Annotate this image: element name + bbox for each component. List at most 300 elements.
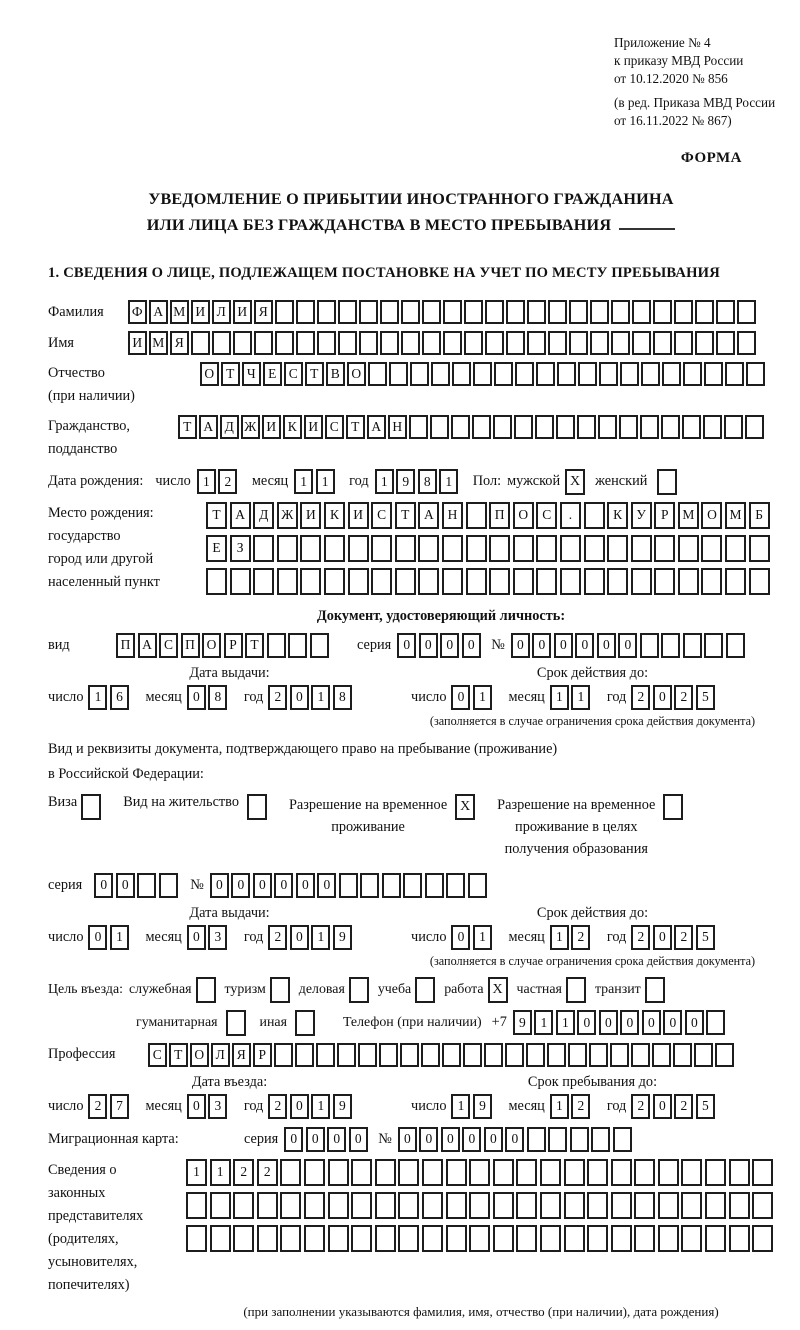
form-cell — [564, 1192, 585, 1219]
form-cell: 2 — [631, 1094, 650, 1119]
validity-note: (заполняется в случае ограничения срока действия документа) — [429, 713, 756, 728]
form-cell — [725, 362, 744, 386]
form-cell: 2 — [631, 685, 650, 710]
form-cell: 0 — [620, 1010, 639, 1035]
form-cell — [560, 568, 581, 595]
form-cell — [257, 1192, 278, 1219]
entry-date-block: Дата въезда: число 2 7 месяц 0 3 год 2 0 1 9 — [48, 1074, 411, 1119]
form-cell — [328, 1225, 349, 1252]
form-cell — [468, 873, 487, 898]
form-cell: Д — [253, 502, 274, 529]
form-cell: 0 — [653, 925, 672, 950]
field-residence-doc-number — [48, 873, 774, 898]
form-cell — [752, 1225, 773, 1252]
res-valid-day-cells — [451, 925, 494, 950]
form-cell: 1 — [311, 925, 330, 950]
field-identity-doc — [48, 633, 774, 658]
form-cell: 0 — [88, 925, 107, 950]
form-cell: Т — [206, 502, 227, 529]
res-valid-year-cells — [631, 925, 717, 950]
form-cell: 2 — [268, 1094, 287, 1119]
form-cell: 0 — [440, 633, 459, 658]
residence-permit-checkbox — [247, 794, 267, 820]
field-migration-card — [48, 1127, 774, 1152]
form-cell — [548, 331, 567, 355]
form-cell — [634, 1192, 655, 1219]
field-citizenship — [48, 415, 774, 461]
res-issue-month-cells — [187, 925, 230, 950]
form-cell: 0 — [290, 925, 309, 950]
field-legal-representatives — [48, 1159, 774, 1298]
form-cell: 2 — [674, 1094, 693, 1119]
form-cell: Т — [221, 362, 240, 386]
form-cell: 1 — [451, 1094, 470, 1119]
form-cell: 0 — [511, 633, 530, 658]
form-cell — [752, 1192, 773, 1219]
form-cell — [746, 362, 765, 386]
form-cell — [527, 331, 546, 355]
form-cell: 8 — [208, 685, 227, 710]
form-cell — [578, 362, 597, 386]
form-cell — [484, 1043, 503, 1067]
form-cell — [725, 568, 746, 595]
form-cell — [316, 1043, 335, 1067]
residence-doc-paragraph: Вид и реквизиты документа, подтверждающего право на пребывание (проживание) в Российской Федерации: — [48, 740, 558, 783]
form-cell — [729, 1192, 750, 1219]
phone-prefix: +7 — [491, 1014, 507, 1030]
form-cell: О — [347, 362, 366, 386]
entry-day-cells — [88, 1094, 131, 1119]
migration-series-label: серия — [244, 1130, 279, 1147]
purpose-business-checkbox — [196, 977, 216, 1003]
form-cell: Д — [220, 415, 239, 439]
legal-reps-row3-cells — [186, 1225, 776, 1258]
field-entry-purpose — [48, 977, 774, 1003]
form-cell: 1 — [550, 685, 569, 710]
validity-note: (заполняется в случае ограничения срока действия документа) — [429, 953, 756, 968]
form-cell — [658, 1225, 679, 1252]
form-cell — [494, 362, 513, 386]
form-cell — [233, 331, 252, 355]
title-blank-underline — [619, 215, 675, 230]
form-cell: 1 — [550, 1094, 569, 1119]
form-cell — [348, 535, 369, 562]
form-cell — [493, 415, 512, 439]
residence-series-cells — [94, 873, 180, 898]
header-line: (в ред. Приказа МВД России — [614, 94, 776, 110]
migration-series-cells — [284, 1127, 370, 1152]
form-cell — [632, 300, 651, 324]
purpose-study-checkbox — [415, 977, 435, 1003]
form-cell — [401, 300, 420, 324]
form-cell — [421, 1043, 440, 1067]
form-cell — [590, 331, 609, 355]
form-cell — [210, 1192, 231, 1219]
form-cell: Я — [170, 331, 189, 355]
doc-number-label: № — [491, 636, 505, 653]
birthplace-row1-cells — [206, 502, 772, 535]
form-cell — [464, 331, 483, 355]
form-cell — [527, 1127, 546, 1152]
legal-reps-note: (при заполнении указываются фамилия, имя, отчество (при наличии), дата рождения) — [243, 1304, 719, 1320]
form-cell: С — [325, 415, 344, 439]
valid-year-cells — [631, 685, 717, 710]
form-cell: 0 — [253, 873, 272, 898]
form-cell — [431, 362, 450, 386]
form-cell — [493, 1225, 514, 1252]
doc-series-label: серия — [357, 636, 392, 653]
migration-card-label: Миграционная карта: — [48, 1130, 179, 1147]
form-cell: 2 — [218, 469, 237, 494]
form-cell — [300, 535, 321, 562]
form-cell: 0 — [290, 1094, 309, 1119]
form-cell — [466, 568, 487, 595]
form-cell — [705, 1192, 726, 1219]
form-cell — [557, 362, 576, 386]
form-cell: 0 — [327, 1127, 346, 1152]
form-cell — [442, 568, 463, 595]
doc-number-cells — [511, 633, 748, 658]
form-cell: 0 — [441, 1127, 460, 1152]
form-cell — [653, 300, 672, 324]
form-cell — [682, 415, 701, 439]
form-cell: 7 — [110, 1094, 129, 1119]
day-label: число — [155, 473, 191, 490]
form-cell — [466, 502, 487, 529]
form-cell — [233, 1225, 254, 1252]
form-cell — [716, 331, 735, 355]
form-cell: М — [170, 300, 189, 324]
form-cell — [430, 415, 449, 439]
form-cell: 1 — [439, 469, 458, 494]
form-cell — [749, 535, 770, 562]
form-cell — [296, 300, 315, 324]
purpose-option-label: деловая — [298, 981, 345, 997]
form-cell — [610, 1043, 629, 1067]
firstname-label: Имя — [48, 334, 74, 351]
form-cell: О — [202, 633, 221, 658]
form-cell: А — [138, 633, 157, 658]
form-cell: 1 — [534, 1010, 553, 1035]
form-cell — [277, 535, 298, 562]
form-cell — [485, 331, 504, 355]
female-label: женский — [595, 473, 648, 490]
form-cell: 0 — [505, 1127, 524, 1152]
header-line: Приложение № 4 — [614, 35, 711, 50]
form-cell — [631, 1043, 650, 1067]
form-cell — [274, 1043, 293, 1067]
form-cell — [589, 1043, 608, 1067]
form-cell — [598, 415, 617, 439]
form-cell: 0 — [284, 1127, 303, 1152]
form-cell — [348, 568, 369, 595]
form-cell — [375, 1192, 396, 1219]
form-cell — [737, 331, 756, 355]
form-cell — [446, 873, 465, 898]
form-cell — [658, 1192, 679, 1219]
form-cell — [536, 535, 557, 562]
form-cell: Т — [169, 1043, 188, 1067]
form-cell: 9 — [396, 469, 415, 494]
form-cell — [409, 415, 428, 439]
form-cell: 2 — [268, 925, 287, 950]
form-cell — [587, 1192, 608, 1219]
form-cell: И — [304, 415, 323, 439]
form-cell — [493, 1192, 514, 1219]
form-cell: 0 — [653, 685, 672, 710]
form-cell — [724, 415, 743, 439]
form-cell: В — [326, 362, 345, 386]
form-cell: 0 — [575, 633, 594, 658]
form-cell — [395, 568, 416, 595]
form-cell — [569, 300, 588, 324]
form-cell — [661, 415, 680, 439]
form-cell: 1 — [88, 685, 107, 710]
form-cell: 1 — [210, 1159, 231, 1186]
form-cell: П — [489, 502, 510, 529]
form-cell — [674, 300, 693, 324]
form-cell — [472, 415, 491, 439]
form-cell — [304, 1192, 325, 1219]
male-label: мужской — [507, 473, 561, 490]
form-cell — [547, 1043, 566, 1067]
form-cell: О — [701, 502, 722, 529]
phone-cells — [513, 1010, 728, 1035]
form-cell — [611, 1192, 632, 1219]
form-cell — [422, 331, 441, 355]
purpose-option-label: туризм — [224, 981, 266, 997]
form-cell: О — [190, 1043, 209, 1067]
form-cell: Ч — [242, 362, 261, 386]
valid-month-cells — [550, 685, 593, 710]
form-cell: 1 — [311, 1094, 330, 1119]
form-cell — [540, 1225, 561, 1252]
form-cell — [425, 873, 444, 898]
form-cell: 2 — [571, 1094, 590, 1119]
option-temp-residence: Разрешение на временное проживание X — [289, 794, 475, 838]
form-cell: С — [284, 362, 303, 386]
form-cell — [452, 362, 471, 386]
form-cell — [548, 300, 567, 324]
form-cell — [513, 535, 534, 562]
field-birthdate-sex — [48, 469, 774, 495]
form-cell — [607, 568, 628, 595]
form-cell — [275, 300, 294, 324]
header-line: от 10.12.2020 № 856 — [614, 71, 728, 87]
identity-doc-heading: Документ, удостоверяющий личность: — [316, 607, 566, 624]
purpose-option-label: гуманитарная — [136, 1014, 218, 1030]
form-cell: 0 — [296, 873, 315, 898]
form-cell: Р — [224, 633, 243, 658]
form-cell: 0 — [642, 1010, 661, 1035]
purpose-option-label: иная — [259, 1014, 287, 1030]
entry-month-cells — [187, 1094, 230, 1119]
form-cell — [568, 1043, 587, 1067]
form-cell — [338, 331, 357, 355]
form-cell — [584, 535, 605, 562]
form-cell — [569, 331, 588, 355]
form-cell — [715, 1043, 734, 1067]
issue-date-block: Дата выдачи: число 1 6 месяц 0 8 год 2 0 1 8 — [48, 665, 411, 729]
form-cell: У — [631, 502, 652, 529]
form-cell — [513, 568, 534, 595]
form-cell — [536, 568, 557, 595]
form-cell — [446, 1225, 467, 1252]
purpose-humanitarian-checkbox — [226, 1010, 246, 1036]
form-cell: 0 — [462, 1127, 481, 1152]
form-cell — [640, 415, 659, 439]
form-cell — [485, 300, 504, 324]
form-cell — [422, 1192, 443, 1219]
form-cell: Т — [245, 633, 264, 658]
purpose-other-checkbox — [295, 1010, 315, 1036]
form-cell — [704, 633, 723, 658]
form-cell — [338, 300, 357, 324]
form-cell — [634, 1225, 655, 1252]
entry-year-cells — [268, 1094, 354, 1119]
field-surname — [48, 300, 774, 324]
form-cell — [351, 1225, 372, 1252]
form-cell — [703, 415, 722, 439]
form-cell — [694, 1043, 713, 1067]
form-cell — [527, 300, 546, 324]
form-cell: О — [513, 502, 534, 529]
purpose-option-label: работа — [444, 981, 484, 997]
form-cell — [473, 362, 492, 386]
form-cell: И — [262, 415, 281, 439]
form-cell — [652, 1043, 671, 1067]
form-cell: 0 — [317, 873, 336, 898]
form-cell — [466, 535, 487, 562]
document-title — [48, 187, 774, 239]
form-cell: С — [536, 502, 557, 529]
legal-reps-label: Сведения о законных представителях (родителях, усыновителях, попечителях) — [48, 1161, 144, 1294]
form-cell: 1 — [311, 685, 330, 710]
form-cell — [410, 362, 429, 386]
form-cell: 1 — [556, 1010, 575, 1035]
form-cell: А — [199, 415, 218, 439]
form-cell: 0 — [685, 1010, 704, 1035]
form-cell: Б — [749, 502, 770, 529]
patronymic-label: Отчество (при наличии) — [48, 364, 135, 405]
form-cell: 1 — [571, 685, 590, 710]
form-cell — [351, 1192, 372, 1219]
migration-number-cells — [398, 1127, 635, 1152]
form-cell: 0 — [618, 633, 637, 658]
form-cell: 2 — [257, 1159, 278, 1186]
form-cell: 8 — [333, 685, 352, 710]
form-cell: 3 — [208, 1094, 227, 1119]
form-cell: 8 — [418, 469, 437, 494]
purpose-transit-checkbox — [645, 977, 665, 1003]
form-cell: Ж — [241, 415, 260, 439]
form-cell — [560, 535, 581, 562]
form-cell: 0 — [187, 685, 206, 710]
form-cell — [516, 1225, 537, 1252]
form-cell — [611, 300, 630, 324]
form-cell — [725, 535, 746, 562]
purpose-option-label: служебная — [129, 981, 192, 997]
purpose-private-checkbox — [566, 977, 586, 1003]
form-cell — [535, 415, 554, 439]
form-cell — [233, 1192, 254, 1219]
form-cell — [705, 1225, 726, 1252]
form-cell — [422, 1225, 443, 1252]
form-cell — [296, 331, 315, 355]
purpose-option-label: учеба — [377, 981, 412, 997]
form-cell — [324, 568, 345, 595]
form-cell: 0 — [451, 925, 470, 950]
form-cell: Р — [253, 1043, 272, 1067]
form-cell: 2 — [268, 685, 287, 710]
purpose-tourism-checkbox — [270, 977, 290, 1003]
form-cell — [611, 1225, 632, 1252]
form-cell: Я — [232, 1043, 251, 1067]
form-cell: Ф — [128, 300, 147, 324]
form-cell: 0 — [397, 633, 416, 658]
female-checkbox — [657, 469, 677, 495]
form-cell — [536, 362, 555, 386]
form-cell: Л — [211, 1043, 230, 1067]
patronymic-cells — [200, 362, 767, 386]
form-cell — [375, 1225, 396, 1252]
surname-label: Фамилия — [48, 303, 104, 320]
validity-date-block: Срок действия до: число 0 1 месяц 1 2 год 2 0 2 5 (заполняется в случае ограничения срока действия документа) — [411, 905, 774, 969]
form-cell — [253, 535, 274, 562]
form-cell: Ж — [277, 502, 298, 529]
form-cell: 6 — [110, 685, 129, 710]
form-cell — [654, 535, 675, 562]
form-cell: И — [300, 502, 321, 529]
form-cell: . — [560, 502, 581, 529]
form-cell — [275, 331, 294, 355]
form-cell: С — [148, 1043, 167, 1067]
form-cell — [607, 535, 628, 562]
form-cell: 0 — [577, 1010, 596, 1035]
form-cell — [380, 331, 399, 355]
form-cell — [398, 1192, 419, 1219]
issue-day-cells — [88, 685, 131, 710]
form-cell — [683, 362, 702, 386]
form-cell — [401, 331, 420, 355]
form-cell: А — [149, 300, 168, 324]
form-cell — [371, 568, 392, 595]
form-cell — [382, 873, 401, 898]
form-cell: 1 — [473, 685, 492, 710]
form-cell: 2 — [631, 925, 650, 950]
birth-month-cells — [294, 469, 337, 494]
residence-doc-dates — [48, 905, 774, 969]
form-cell: 1 — [197, 469, 216, 494]
issue-date-block: Дата выдачи: число 0 1 месяц 0 3 год 2 0 1 9 — [48, 905, 411, 969]
form-cell: 0 — [653, 1094, 672, 1119]
identity-doc-dates — [48, 665, 774, 729]
form-cell: С — [159, 633, 178, 658]
form-cell: М — [725, 502, 746, 529]
form-cell — [317, 300, 336, 324]
birthplace-cells-block — [206, 502, 772, 601]
form-cell — [310, 633, 329, 658]
form-cell — [701, 568, 722, 595]
form-cell — [701, 535, 722, 562]
form-cell — [395, 535, 416, 562]
form-cell — [695, 300, 714, 324]
form-cell — [506, 331, 525, 355]
citizenship-cells — [178, 415, 766, 439]
form-cell: 0 — [597, 633, 616, 658]
form-cell — [653, 331, 672, 355]
form-cell — [619, 415, 638, 439]
